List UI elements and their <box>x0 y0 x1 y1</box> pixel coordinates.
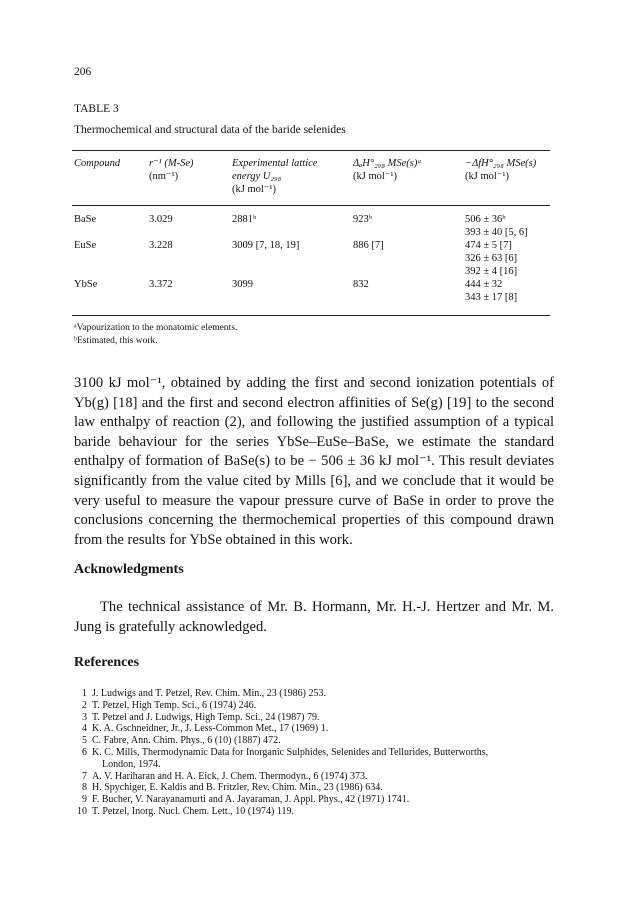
header-atomization-enthalpy: ΔₐH°₂₉₈ MSe(s)ᵃ (kJ mol⁻¹) <box>353 158 422 182</box>
header-lattice-energy: Experimental lattice energy U₂₉₈ (kJ mol⁻¹) <box>232 158 318 195</box>
reference-item: 6 K. C. Mills, Thermodynamic Data for Inorganic Sulphides, Selenides and Tellurides, Butterworths, London, 1974. <box>82 746 489 770</box>
table-cell-atomization: 832 <box>353 279 369 290</box>
reference-item: 10 T. Petzel, Inorg. Nucl. Chem. Lett., 10 (1974) 119. <box>77 805 294 817</box>
header-formation-enthalpy: −ΔfH°₂₉₈ MSe(s) (kJ mol⁻¹) <box>465 158 537 182</box>
table-top-rule <box>72 150 550 151</box>
header-compound: Compound <box>74 158 121 169</box>
table-footnote-b: ᵇEstimated, this work. <box>74 336 158 346</box>
table-cell-formation: 474 ± 5 [7] 326 ± 63 [6] 392 ± 4 [16] <box>465 240 518 277</box>
reference-item: 4 K. A. Gschneidner, Jr., J. Less-Common Met., 17 (1969) 1. <box>82 723 329 735</box>
reference-item: 2 T. Petzel, High Temp. Sci., 6 (1974) 246. <box>82 699 257 711</box>
table-cell-compound: EuSe <box>74 240 97 251</box>
table-cell-compound: YbSe <box>74 279 98 290</box>
table-cell-lattice: 3099 <box>232 279 253 290</box>
table-cell-r: 3.228 <box>149 240 173 251</box>
table-cell-r: 3.372 <box>149 279 173 290</box>
table-bottom-rule <box>72 315 550 316</box>
body-paragraph: 3100 kJ mol⁻¹, obtained by adding the first and second ionization potentials of Yb(g) [18] and the first and second electron affinities of Se(g) [19] to the second law enthalpy of reaction (2), and following the justified assumption of a typical baride behaviour for the series YbSe–EuSe–BaSe, we estimate the standard enthalpy of formation of BaSe(s) to be − 506 ± 36 kJ mol⁻¹. This result deviates significantly from the value cited by Mills [6], and we conclude that it would be very useful to measure the vapour pressure curve of BaSe in order to prove the conclusions concerning the thermochemical properties of this compound drawn from the results for YbSe obtained in this work. <box>74 375 554 548</box>
table-label: TABLE 3 <box>74 103 119 115</box>
reference-item: 8 H. Spychiger, E. Kaldis and B. Fritzler, Rev. Chim. Min., 23 (1986) 634. <box>82 782 383 794</box>
table-cell-lattice: 3009 [7, 18, 19] <box>232 240 300 251</box>
table-footnote-a: ᵃVapourization to the monatomic elements. <box>74 323 238 333</box>
reference-item: 9 F. Bucher, V. Narayanamurti and A. Jayaraman, J. Appl. Phys., 42 (1971) 1741. <box>82 794 410 806</box>
reference-item: 7 A. V. Hariharan and H. A. Eick, J. Chem. Thermodyn., 6 (1974) 373. <box>82 770 368 782</box>
table-cell-r: 3.029 <box>149 214 173 225</box>
table-cell-atomization: 923ᵇ <box>353 214 373 225</box>
table-header-rule <box>72 205 550 206</box>
reference-item: 3 T. Petzel and J. Ludwigs, High Temp. Sci., 24 (1987) 79. <box>82 711 320 723</box>
reference-item: 5 C. Fabre, Ann. Chim. Phys., 6 (10) (1887) 472. <box>82 735 281 747</box>
header-inverse-distance: r⁻¹ (M-Se) (nm⁻¹) <box>149 158 194 182</box>
table-cell-compound: BaSe <box>74 214 97 225</box>
table-caption: Thermochemical and structural data of the baride selenides <box>74 124 346 136</box>
references-heading: References <box>74 655 140 670</box>
acknowledgments-text: The technical assistance of Mr. B. Hormann, Mr. H.-J. Hertzer and Mr. M. Jung is gratefully acknowledged. <box>74 599 554 635</box>
table-cell-atomization: 886 [7] <box>353 240 384 251</box>
table-cell-formation: 506 ± 36ᵇ 393 ± 40 [5, 6] <box>465 214 528 238</box>
table-cell-lattice: 2881ᵇ <box>232 214 257 225</box>
table-cell-formation: 444 ± 32 343 ± 17 [8] <box>465 279 518 303</box>
references-list <box>74 688 554 818</box>
page-number: 206 <box>74 66 92 78</box>
acknowledgments-heading: Acknowledgments <box>74 562 184 577</box>
reference-item: 1 J. Ludwigs and T. Petzel, Rev. Chim. Min., 23 (1986) 253. <box>82 688 326 699</box>
